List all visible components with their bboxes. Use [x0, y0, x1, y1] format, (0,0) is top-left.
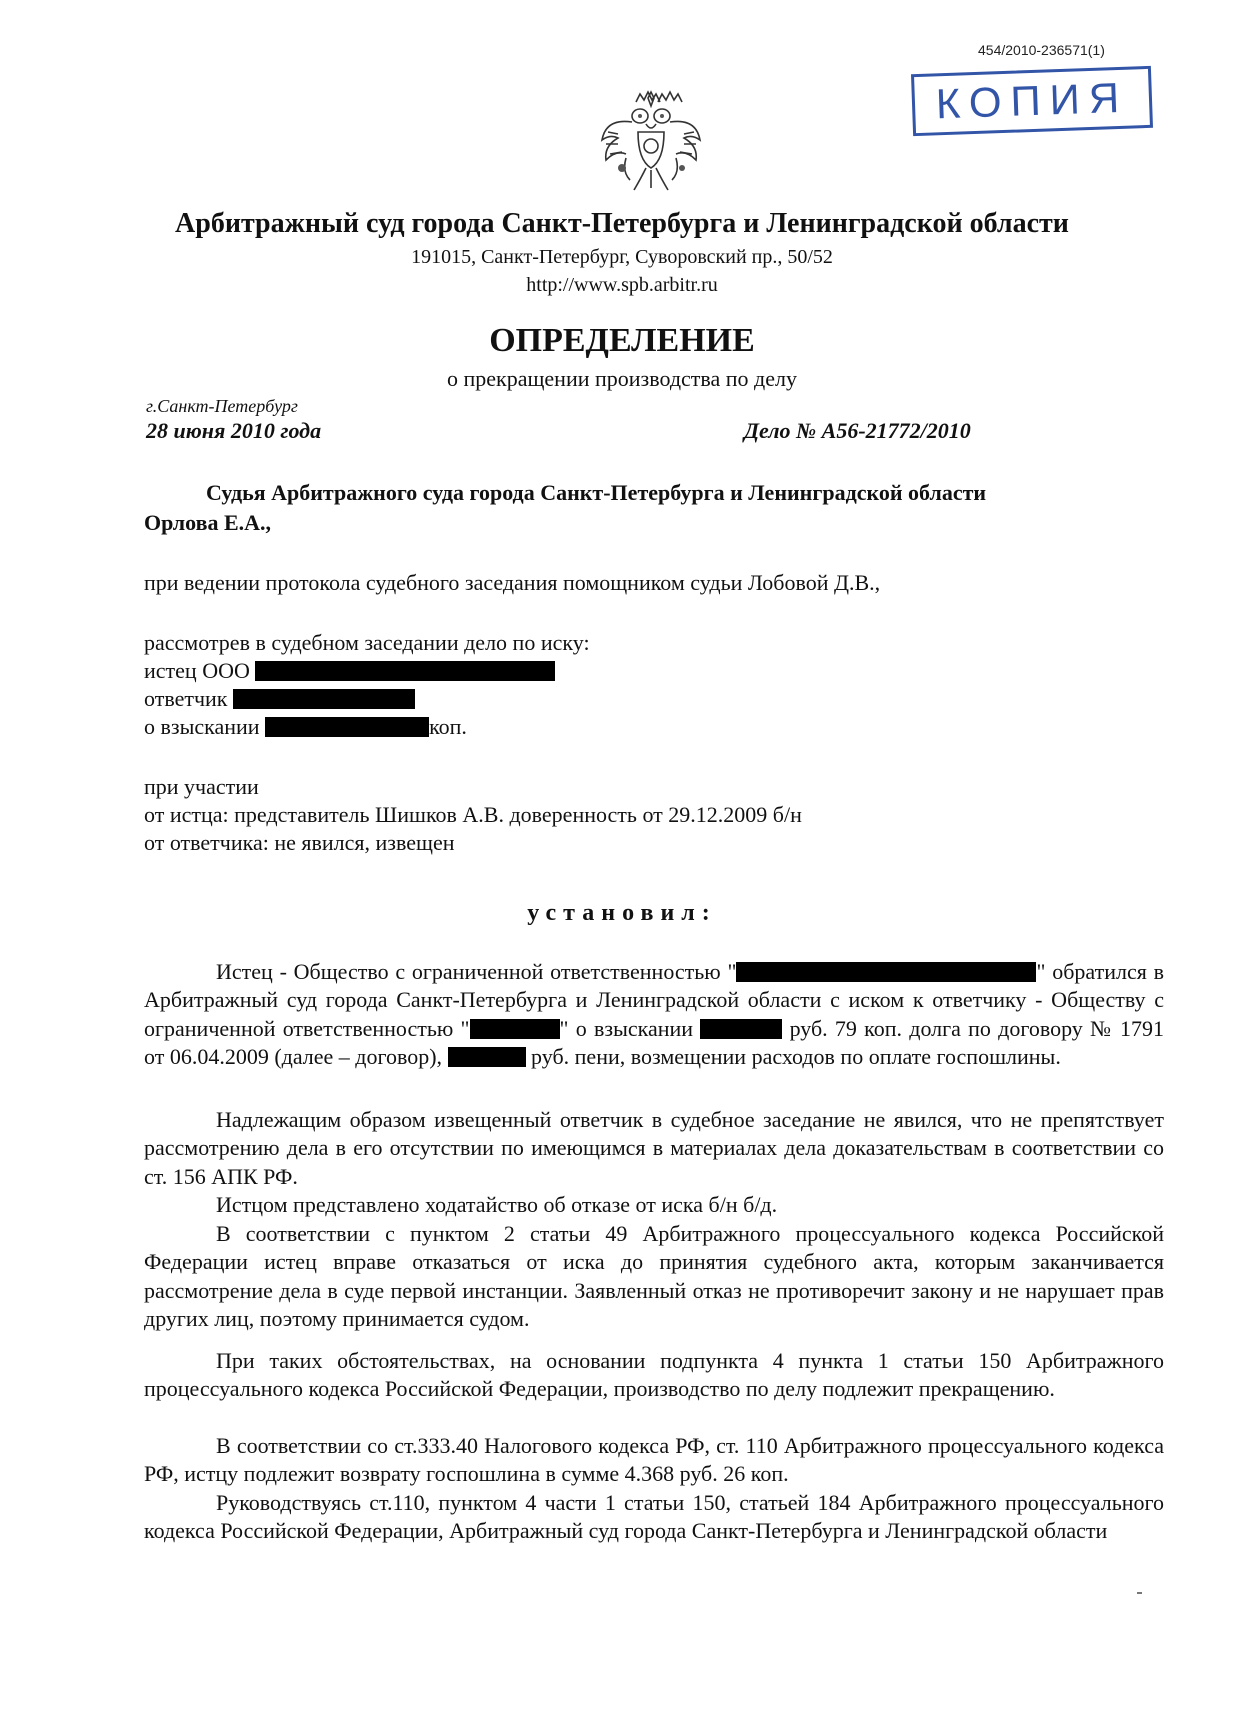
- p1-part-b: " обратился в Арбитражный суд города Санкт-Петербурга и Ленинградской области с иском к ответчику - Обществу с ограниченной ответственностью ": [144, 959, 1164, 1041]
- redaction-bar: [736, 962, 1036, 982]
- reference-number: 454/2010-236571(1): [978, 42, 1105, 58]
- paragraph-3: Истцом представлено ходатайство об отказе от иска б/н б/д.: [216, 1192, 778, 1217]
- redaction-bar: [448, 1047, 526, 1067]
- decision-date: 28 июня 2010 года: [146, 418, 322, 443]
- redaction-bar: [255, 661, 555, 681]
- paragraph-7: Руководствуясь ст.110, пунктом 4 части 1 статьи 150, статьей 184 Арбитражного процессуального кодекса Российской Федерации, Арбитражный суд города Санкт-Петербурга и Ленинградской области: [144, 1490, 1164, 1544]
- p1-part-e: руб. пени, возмещении расходов по оплате госпошлины.: [531, 1043, 1061, 1069]
- paragraph-4: В соответствии с пунктом 2 статьи 49 Арбитражного процессуального кодекса Российской Федерации истец вправе отказаться от иска до принятия судебного акта, которым заканчивается рассмотрение дела в суде первой инстанции. Заявленный отказ не противоречит закону и не нарушает прав других лиц, поэтому принимается судом.: [144, 1221, 1164, 1331]
- p1-part-d: руб. 79 коп. долга по договору № 1791 от 06.04.2009 (далее – договор),: [144, 1015, 1165, 1069]
- recovery-suffix: коп.: [429, 714, 467, 739]
- plaintiff-label: истец ООО: [144, 658, 250, 683]
- protocol-line: при ведении протокола судебного заседания помощником судьи Лобовой Д.В.,: [144, 570, 881, 595]
- participation-plaintiff: от истца: представитель Шишков А.В. доверенность от 29.12.2009 б/н: [144, 802, 802, 827]
- coat-of-arms-icon: [596, 88, 706, 196]
- p1-part-c: " о взыскании: [559, 1015, 694, 1041]
- p1-part-a: Истец - Общество с ограниченной ответственностью ": [216, 959, 737, 984]
- court-name: Арбитражный суд города Санкт-Петербурга и Ленинградской области: [175, 208, 1069, 239]
- city: г.Санкт-Петербург: [146, 396, 298, 416]
- section-heading: установил:: [527, 900, 717, 926]
- redaction-bar: [700, 1019, 782, 1039]
- court-address: 191015, Санкт-Петербург, Суворовский пр., 50/52: [411, 246, 833, 268]
- paragraph-5: При таких обстоятельствах, на основании подпункта 4 пункта 1 статьи 150 Арбитражного процессуального кодекса Российской Федерации, производство по делу подлежит прекращению.: [144, 1348, 1164, 1402]
- paragraph-2: Надлежащим образом извещенный ответчик в судебное заседание не явился, что не препятствует рассмотрению дела в его отсутствии по имеющимся в материалах дела доказательствам в соответствии со ст. 156 АПК РФ.: [144, 1107, 1164, 1189]
- paragraph-6: В соответствии со ст.333.40 Налогового кодекса РФ, ст. 110 Арбитражного процессуального кодекса РФ, истцу подлежит возврату госпошлина в сумме 4.368 руб. 26 коп.: [144, 1433, 1164, 1487]
- participation-defendant: от ответчика: не явился, извещен: [144, 830, 455, 855]
- defendant-line: [144, 686, 415, 712]
- recovery-line: [144, 714, 467, 740]
- paragraph-1: [144, 958, 1164, 1071]
- redaction-bar: [470, 1019, 560, 1039]
- document-subtitle: о прекращении производства по делу: [446, 366, 797, 391]
- plaintiff-line: [144, 658, 555, 684]
- document-title: ОПРЕДЕЛЕНИЕ: [489, 322, 755, 359]
- copy-stamp: КОПИЯ: [911, 66, 1153, 136]
- court-website: http://www.spb.arbitr.ru: [526, 274, 718, 296]
- recovery-label: о взыскании: [144, 714, 260, 739]
- redaction-bar: [265, 717, 429, 737]
- consideration-intro: рассмотрев в судебном заседании дело по иску:: [144, 630, 590, 655]
- judge-name: Орлова Е.А.,: [144, 510, 272, 535]
- scan-speck: [1137, 1592, 1142, 1594]
- judge-line-1: Судья Арбитражного суда города Санкт-Петербурга и Ленинградской области: [206, 480, 987, 505]
- defendant-label: ответчик: [144, 686, 228, 711]
- redaction-bar: [233, 689, 415, 709]
- participation-intro: при участии: [144, 774, 259, 799]
- case-number: Дело № А56-21772/2010: [744, 418, 971, 443]
